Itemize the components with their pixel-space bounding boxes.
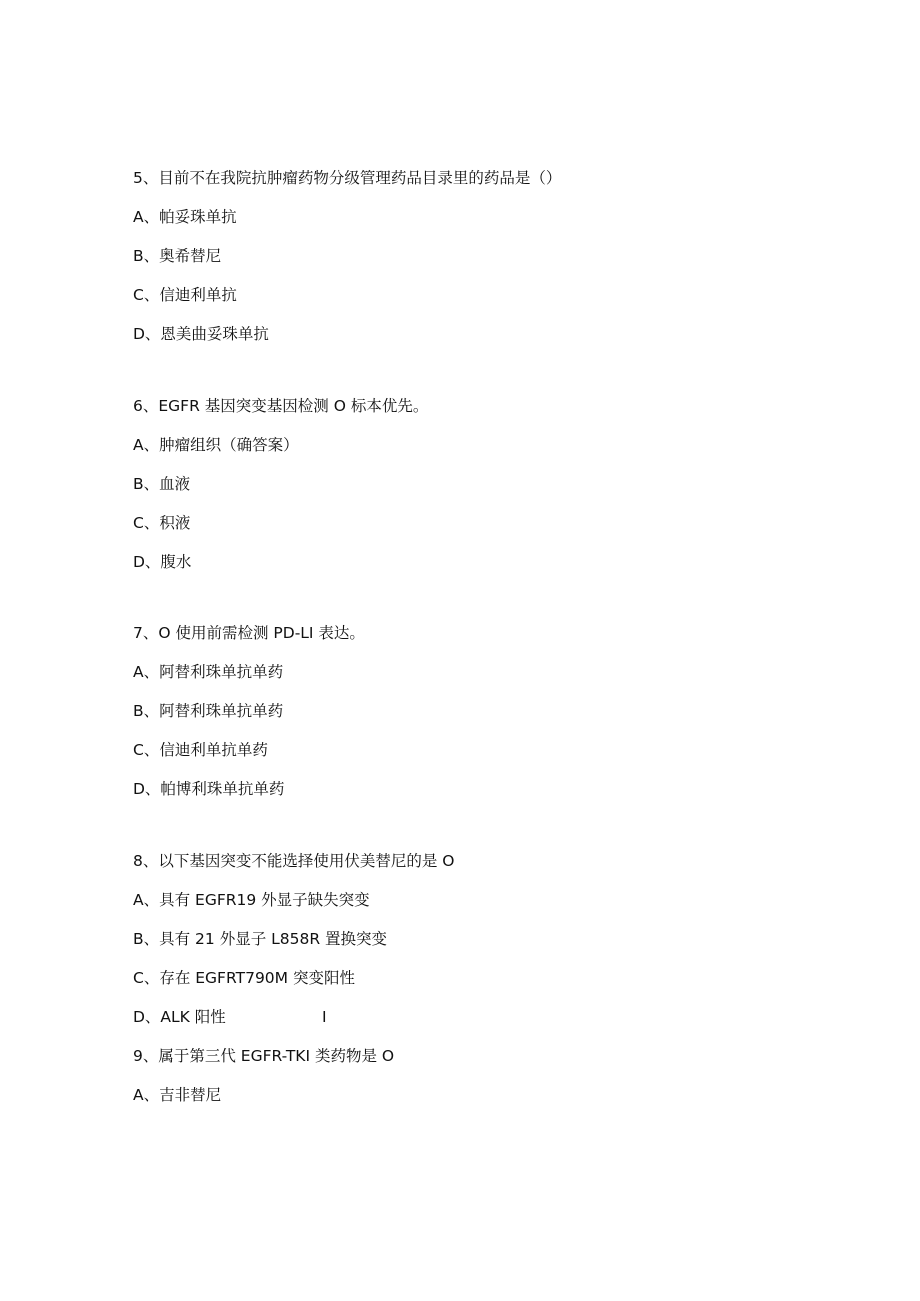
question-6-stem: 6、EGFR 基因突变基因检测 O 标本优先。 [133,397,429,415]
question-7-option-d: D、帕博利珠单抗单药 [133,780,285,798]
question-5-option-b: B、奥希替尼 [133,247,222,265]
stray-mark: I [322,1008,327,1026]
question-8-stem: 8、以下基因突变不能选择使用伏美替尼的是 O [133,852,455,870]
question-5-stem: 5、目前不在我院抗肿瘤药物分级管理药品目录里的药品是（） [133,169,562,187]
question-9-stem: 9、属于第三代 EGFR-TKI 类药物是 O [133,1047,395,1065]
question-5-option-c: C、信迪利单抗 [133,286,237,304]
question-8-option-a: A、具有 EGFR19 外显子缺失突变 [133,891,370,909]
question-6-option-d: D、腹水 [133,553,192,571]
question-9-option-a: A、吉非替尼 [133,1086,222,1104]
question-5-option-d: D、恩美曲妥珠单抗 [133,325,269,343]
question-7-option-c: C、信迪利单抗单药 [133,741,268,759]
question-7-option-a: A、阿替利珠单抗单药 [133,663,284,681]
question-6-option-b: B、血液 [133,475,191,493]
question-7-option-b: B、阿替利珠单抗单药 [133,702,284,720]
question-7-stem: 7、O 使用前需检测 PD-LI 表达。 [133,624,365,642]
question-8-option-b: B、具有 21 外显子 L858R 置换突变 [133,930,388,948]
question-8-option-d: D、ALK 阳性 [133,1008,226,1026]
question-6-option-c: C、积液 [133,514,191,532]
question-6-option-a: A、肿瘤组织（确答案） [133,436,299,454]
question-5-option-a: A、帕妥珠单抗 [133,208,237,226]
question-8-option-c: C、存在 EGFRT790M 突变阳性 [133,969,355,987]
